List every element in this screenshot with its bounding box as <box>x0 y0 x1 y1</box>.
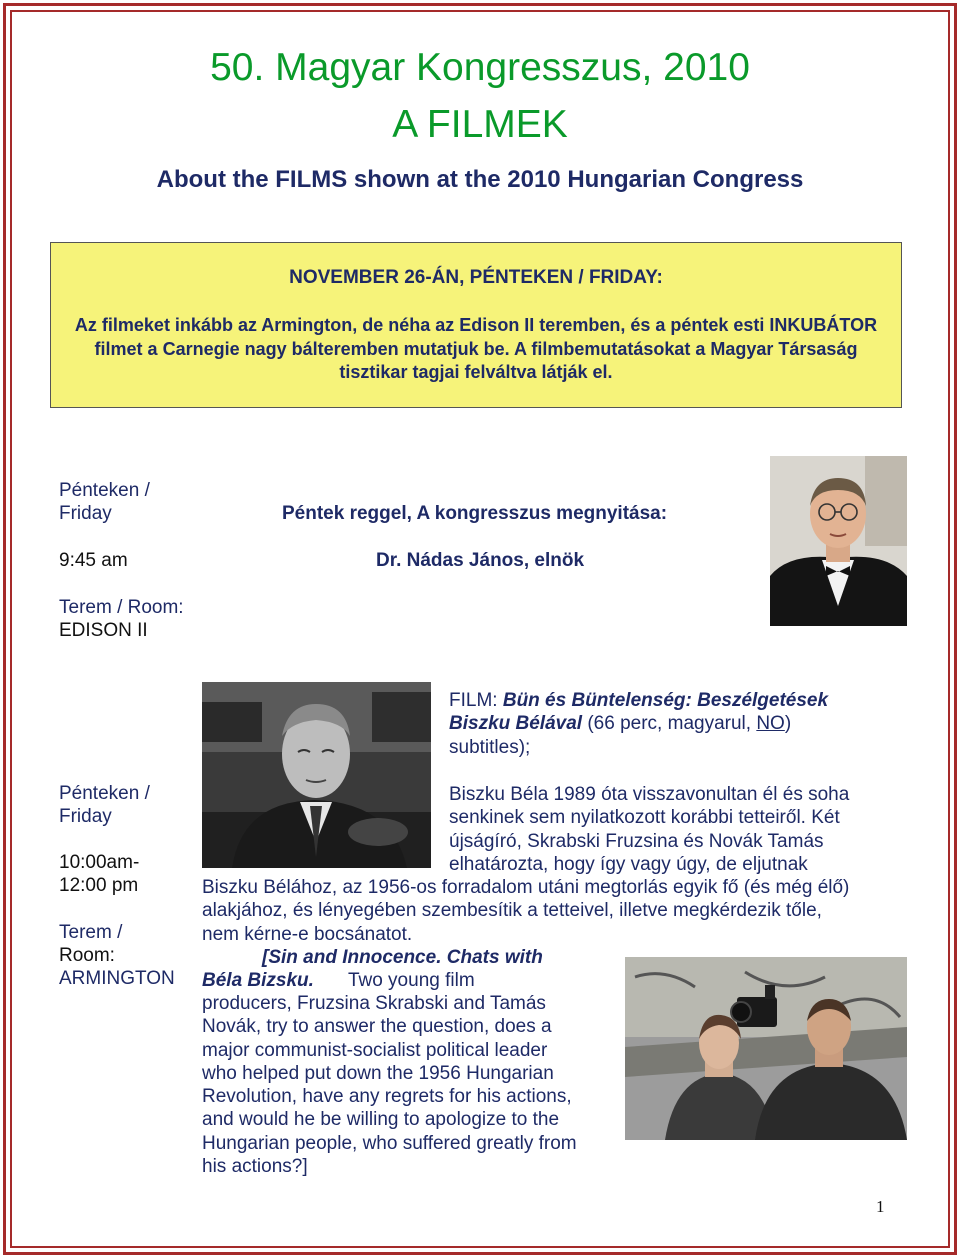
page-subtitle: About the FILMS shown at the 2010 Hungarian Congress <box>156 166 804 193</box>
notice-box <box>50 242 902 408</box>
notice-heading: NOVEMBER 26-ÁN, PÉNTEKEN / FRIDAY: <box>289 267 663 288</box>
en-line: Revolution, have any regrets for his actions, <box>202 1086 572 1108</box>
en-line: and would he be willing to apologize to the <box>202 1109 560 1131</box>
hu-line: senkinek sem nyilatkozott korábbi tetteiről. Két <box>449 807 840 829</box>
session2-time-line1: 10:00am- <box>59 852 140 873</box>
film-meta-no: NO <box>756 713 785 734</box>
en-line: his actions?] <box>202 1156 308 1178</box>
session2-room-line2: Room: <box>59 945 115 966</box>
hu-line: újságíró, Skrabski Fruzsina és Novák Tamás <box>449 830 824 852</box>
page-number: 1 <box>876 1197 885 1216</box>
film-title-line2: Biszku Bélával (66 perc, magyarul, NO) <box>449 713 792 734</box>
archive-portrait-photo <box>202 682 431 868</box>
hu-line: Biszku Béla 1989 óta visszavonultan él és soha <box>449 784 850 805</box>
page-title-sub: A FILMEK <box>392 103 568 146</box>
session2-day-line1: Pénteken / <box>59 783 150 804</box>
film-title-a: Bün és Büntelenség: Beszélgetések <box>502 690 829 711</box>
hu-line: elhatározta, hogy így vagy úgy, de eljutnak <box>449 853 808 875</box>
session2-time-line2: 12:00 pm <box>59 875 139 896</box>
session1-speaker: Dr. Nádas János, elnök <box>376 550 585 571</box>
en-title-line1: [Sin and Innocence. Chats with <box>262 947 543 968</box>
session1-room-line2: EDISON II <box>59 620 148 641</box>
session1-day-line1: Pénteken / <box>59 480 150 501</box>
film-meta: (66 perc, magyarul, <box>582 713 757 734</box>
hu-description-wide <box>202 876 902 946</box>
en-description <box>202 992 622 1178</box>
session2-room-line3: ARMINGTON <box>59 968 175 989</box>
film-title-b: Biszku Bélával <box>449 713 583 734</box>
notice-text: Az filmeket inkább az Armington, de néha az Edison II teremben, és a péntek esti INKUBÁTOR filmet a Carnegie nagy bálteremben mutatjuk be. A filmbemutatásokat a Magyar Társaság tisztikar tagjai felváltva látják el. <box>74 315 878 382</box>
filmmakers-photo <box>625 957 907 1140</box>
session1-room-line1: Terem / Room: <box>59 597 184 618</box>
en-line: major communist-socialist political leader <box>202 1039 548 1061</box>
hu-line: alakjához, és lényegében szembesítik a tetteivel, illetve megkérdezik tőle, <box>202 900 822 922</box>
en-title-b: Béla Bizsku. <box>202 970 314 991</box>
en-line: who helped put down the 1956 Hungarian <box>202 1062 554 1084</box>
session1-heading: Péntek reggel, A kongresszus megnyitása: <box>282 503 668 524</box>
speaker-portrait-photo <box>770 456 907 626</box>
hu-line: nem kérne-e bocsánatot. <box>202 923 413 945</box>
en-line: Hungarian people, who suffered greatly from <box>202 1132 577 1154</box>
en-line: Novák, try to answer the question, does a <box>202 1016 552 1038</box>
hu-description-narrow <box>449 783 889 876</box>
film-prefix: FILM: <box>449 690 503 711</box>
session2-day-line2: Friday <box>59 806 112 827</box>
en-line: producers, Fruzsina Skrabski and Tamás <box>202 993 546 1014</box>
page-title: 50. Magyar Kongresszus, 2010 <box>210 46 750 89</box>
en-first-rest: Two young film <box>347 970 475 991</box>
session2-room-line1: Terem / <box>59 922 123 943</box>
en-title-line2 <box>202 969 622 992</box>
film-title-line1 <box>449 690 828 712</box>
film-meta-line3: subtitles); <box>449 737 531 758</box>
session1-time: 9:45 am <box>59 550 128 571</box>
session1-day-line2: Friday <box>59 503 112 524</box>
hu-line: Biszku Bélához, az 1956-os forradalom utáni megtorlás egyik fő (és még élő) <box>202 877 850 898</box>
